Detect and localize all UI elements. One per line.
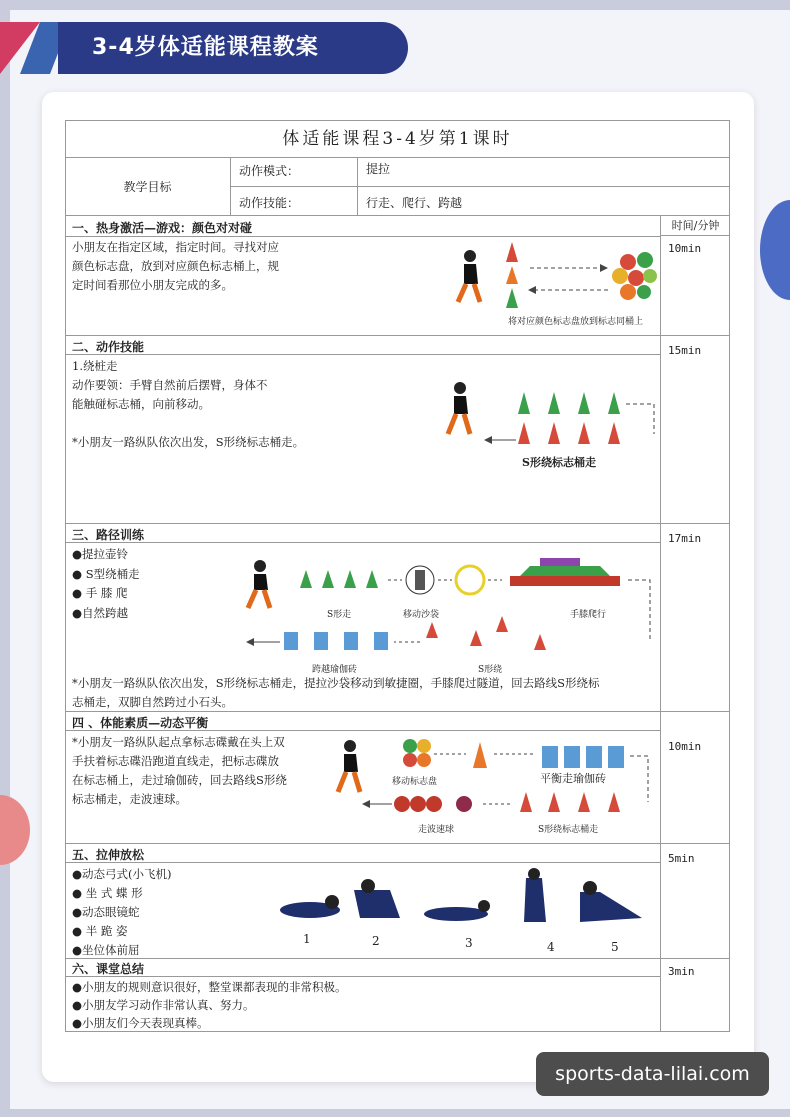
mode-label: 动作模式： [231, 158, 358, 187]
skill-value: 行走、爬行、跨越 [358, 187, 730, 216]
cone-red-icon [506, 242, 518, 262]
section-6-text: ●小朋友的规则意识很好，整堂课都表现的非常积极。 ●小朋友学习动作非常认真、努力。 ●小朋友们今天表现真棒。 [72, 980, 347, 1030]
divider [65, 542, 661, 543]
section-1-heading: 一、热身激活—游戏：颜色对对碰 [72, 221, 253, 235]
yoga-brick-icon [284, 632, 298, 650]
section-4-text: *小朋友一路纵队起点拿标志碟戴在头上双 手扶着标志碟沿跑道直线走，把标志碟放 在标志桶上，走过瑜伽砖，回去路线S形绕 标志桶走，走波速球。 [72, 735, 287, 806]
divider [65, 335, 730, 336]
lesson-title: 体适能课程3-4岁第1课时 [65, 120, 730, 158]
frame-border-top [0, 0, 790, 10]
section-4-caption-3: 走波速球 [418, 825, 455, 835]
cone-orange-icon [473, 742, 487, 768]
section-5-illustration [270, 868, 660, 936]
section-4-illustration [330, 736, 660, 836]
section-5-items: ●动态弓式(小飞机) ● 坐 式 蝶 形 ●动态眼镜蛇 ● 半 跪 姿 ●坐位体前屈 [72, 867, 172, 957]
section-6-heading: 六、课堂总结 [72, 962, 145, 976]
section-3-heading: 三、路径训练 [72, 528, 145, 542]
page-title: 3-4岁体适能课程教案 [92, 35, 319, 60]
pose-number-1: 1 [303, 932, 311, 946]
cone-green-icon [506, 288, 518, 308]
section-2-text: 1.绕桩走 动作要领：手臂自然前后摆臂，身体不 能触碰标志桶，向前移动。 *小朋友一路纵队依次出发，S形绕标志桶走。 [72, 359, 305, 449]
section-1-caption: 将对应颜色标志盘放到标志同桶上 [508, 317, 644, 327]
marker-discs-icon [612, 252, 657, 300]
watermark: sports-data-lilai.com [536, 1052, 769, 1096]
section-3-caption-2: 移动沙袋 [403, 610, 440, 620]
section-4-heading: 四 、体能素质—动态平衡 [72, 716, 209, 730]
divider [65, 843, 730, 844]
section-5-time: 5min [668, 852, 695, 865]
section-3-items: ●提拉壶铃 ● S型绕桶走 ● 手 膝 爬 ●自然跨越 [72, 547, 140, 620]
crawl-tunnel-icon [510, 576, 620, 586]
pose-number-3: 3 [465, 936, 473, 950]
yoga-brick-icon [542, 746, 558, 768]
child-runner-icon [338, 740, 360, 792]
time-header: 时间/分钟 [661, 216, 730, 236]
cone-green-icon [578, 392, 590, 414]
pose-number-4: 4 [547, 940, 555, 954]
stretch-pose-2-icon [354, 879, 400, 918]
section-1-text: 小朋友在指定区域，指定时间。寻找对应 颜色标志盘，放到对应颜色标志桶上，规 定时间看那位小朋友完成的多。 [72, 240, 279, 292]
section-3-caption-1: S形走 [327, 610, 352, 620]
stretch-pose-3-icon [424, 900, 490, 921]
child-runner-icon [458, 250, 480, 302]
time-column-divider [660, 216, 661, 1032]
agility-ring-icon [456, 566, 484, 594]
bosu-ball-icon [394, 796, 410, 812]
frame-border-left [0, 0, 10, 1117]
cone-green-icon [608, 392, 620, 414]
cone-red-icon [518, 422, 530, 444]
cone-red-icon [548, 422, 560, 444]
frame-border-bottom [0, 1109, 790, 1117]
child-runner-icon [448, 382, 470, 434]
section-2-time: 15min [668, 344, 702, 357]
divider [65, 976, 661, 977]
section-1-time: 10min [668, 242, 702, 255]
divider [65, 236, 661, 237]
marker-discs-icon [403, 739, 431, 767]
divider [65, 354, 661, 355]
cone-green-icon [548, 392, 560, 414]
cone-red-icon [578, 422, 590, 444]
section-4-caption-1: 移动标志盘 [392, 777, 438, 787]
section-4-caption-2: 平衡走瑜伽砖 [540, 772, 606, 785]
section-2-illustration [440, 378, 660, 458]
mode-value: 提拉 [358, 158, 730, 187]
section-3-note: *小朋友一路纵队依次出发，S形绕标志桶走，提拉沙袋移动到敏捷圈，手膝爬过隧道，回去路线S形绕标 志桶走，双脚自然跨过小石头。 [72, 676, 600, 709]
title-banner [0, 22, 408, 74]
section-4-caption-4: S形绕标志桶走 [538, 825, 599, 835]
section-3-time: 17min [668, 532, 702, 545]
pose-number-2: 2 [372, 934, 380, 948]
section-3-caption-5: S形绕 [478, 665, 503, 675]
divider [65, 862, 661, 863]
child-runner-icon [248, 560, 270, 608]
skill-label: 动作技能： [231, 187, 358, 216]
section-2-heading: 二、动作技能 [72, 340, 145, 354]
stretch-pose-1-icon [280, 895, 340, 918]
cone-orange-icon [506, 266, 518, 284]
section-6-time: 3min [668, 965, 695, 978]
section-2-caption: S形绕标志桶走 [522, 456, 596, 469]
section-5-heading: 五、拉伸放松 [72, 848, 145, 862]
stretch-pose-4-icon [524, 868, 546, 922]
stretch-pose-5-icon [580, 881, 642, 922]
section-3-caption-4: 跨越瑜伽砖 [312, 665, 358, 675]
section-3-caption-3: 手膝爬行 [570, 610, 607, 620]
goal-label: 教学目标 [65, 158, 231, 216]
cone-green-icon [518, 392, 530, 414]
cone-red-icon [608, 422, 620, 444]
section-4-time: 10min [668, 740, 702, 753]
pose-number-5: 5 [611, 940, 619, 954]
divider [65, 523, 730, 524]
